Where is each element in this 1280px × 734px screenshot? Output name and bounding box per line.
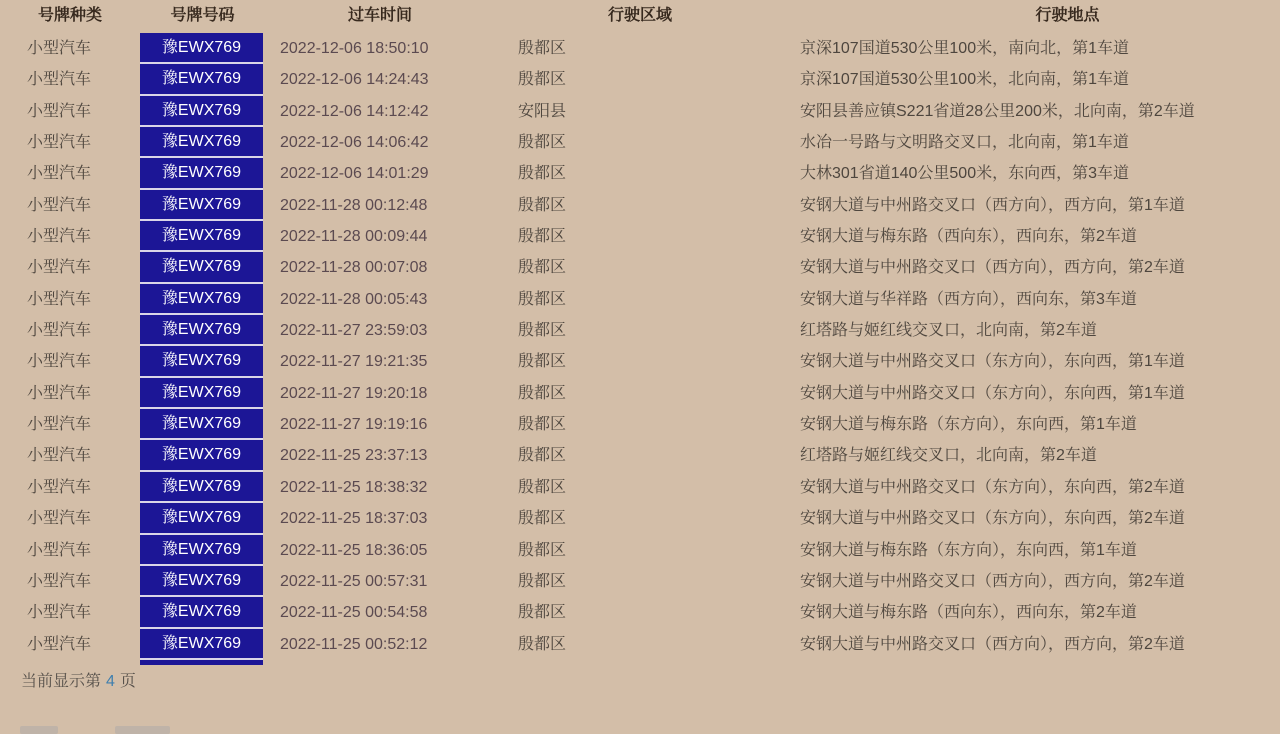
pass-time-cell: 2022-11-27 23:59:03 xyxy=(280,322,428,340)
area-cell: 殷都区 xyxy=(518,604,567,622)
table-row xyxy=(0,503,1280,534)
location-cell: 安钢大道与梅东路（西向东），西向东，第2车道 xyxy=(800,604,1137,622)
vehicle-type-cell: 小型汽车 xyxy=(27,196,92,214)
table-row xyxy=(0,190,1280,221)
plate-number-badge[interactable]: 豫EWX769 xyxy=(140,440,263,471)
vehicle-type-cell: 小型汽车 xyxy=(27,134,92,152)
plate-number-cell xyxy=(140,96,265,127)
area-cell: 殷都区 xyxy=(518,416,567,434)
plate-number-cell xyxy=(140,221,265,252)
pass-time-cell: 2022-11-28 00:12:48 xyxy=(280,196,428,214)
plate-number-badge[interactable]: 豫EWX769 xyxy=(140,190,263,221)
table-row xyxy=(0,535,1280,566)
area-cell: 殷都区 xyxy=(518,134,567,152)
plate-number-cell xyxy=(140,190,265,221)
vehicle-type-cell: 小型汽车 xyxy=(27,71,92,89)
area-cell: 殷都区 xyxy=(518,165,567,183)
table-header-row xyxy=(0,0,1280,33)
area-cell: 殷都区 xyxy=(518,353,567,371)
header-area: 行驶区域 xyxy=(607,7,672,24)
pass-time-cell: 2022-11-28 00:07:08 xyxy=(280,259,428,277)
location-cell: 安钢大道与华祥路（西方向），西向东，第3车道 xyxy=(800,290,1137,308)
table-row xyxy=(0,158,1280,189)
plate-number-cell xyxy=(140,346,265,377)
location-cell: 安钢大道与中州路交叉口（东方向），东向西，第2车道 xyxy=(800,510,1185,528)
table-row xyxy=(0,378,1280,409)
area-cell: 殷都区 xyxy=(518,259,567,277)
vehicle-type-cell: 小型汽车 xyxy=(27,40,92,57)
vehicle-type-cell: 小型汽车 xyxy=(27,635,92,653)
vehicle-type-cell: 小型汽车 xyxy=(27,510,92,528)
plate-number-cell xyxy=(140,378,265,409)
pass-time-cell: 2022-11-25 18:36:05 xyxy=(280,541,428,559)
location-cell: 京深107国道530公里100米，南向北，第1车道 xyxy=(800,40,1129,57)
plate-number-badge[interactable]: 豫EWX769 xyxy=(140,284,263,315)
area-cell: 殷都区 xyxy=(518,290,567,308)
area-cell: 殷都区 xyxy=(518,572,567,590)
table-row xyxy=(0,346,1280,377)
vehicle-type-cell: 小型汽车 xyxy=(27,541,92,559)
location-cell: 安钢大道与中州路交叉口（东方向），东向西，第1车道 xyxy=(800,353,1185,371)
plate-number-cell xyxy=(140,597,265,628)
plate-number-badge[interactable]: 豫EWX769 xyxy=(140,158,263,189)
location-cell: 安钢大道与中州路交叉口（东方向），东向西，第1车道 xyxy=(800,384,1185,402)
area-cell: 安阳县 xyxy=(518,102,567,120)
plate-number-cell xyxy=(140,503,265,534)
location-cell: 安阳县善应镇S221省道28公里200米，北向南，第2车道 xyxy=(800,102,1195,120)
plate-number-badge[interactable]: 豫EWX769 xyxy=(140,566,263,597)
table-row xyxy=(0,64,1280,95)
pass-time-cell: 2022-11-27 19:21:35 xyxy=(280,353,428,371)
table-row xyxy=(0,440,1280,471)
header-plate-type: 号牌种类 xyxy=(37,7,102,24)
area-cell: 殷都区 xyxy=(518,196,567,214)
plate-number-cell xyxy=(140,535,265,566)
area-cell: 殷都区 xyxy=(518,40,567,57)
table-row xyxy=(0,33,1280,64)
plate-number-badge[interactable]: 豫EWX769 xyxy=(140,127,263,158)
pagination-status xyxy=(21,672,136,692)
plate-number-badge[interactable]: 豫EWX769 xyxy=(140,597,263,628)
area-cell: 殷都区 xyxy=(518,478,567,496)
table-row xyxy=(0,409,1280,440)
plate-number-badge[interactable]: 豫EWX769 xyxy=(140,33,263,64)
pass-time-cell: 2022-11-28 00:09:44 xyxy=(280,228,428,246)
area-cell: 殷都区 xyxy=(518,322,567,340)
pass-time-cell: 2022-12-06 18:50:10 xyxy=(280,40,429,57)
vehicle-type-cell: 小型汽车 xyxy=(27,102,92,120)
vehicle-type-cell: 小型汽车 xyxy=(27,384,92,402)
header-plate-number: 号牌号码 xyxy=(170,7,235,24)
pass-time-cell: 2022-11-25 00:57:31 xyxy=(280,572,428,590)
pass-time-cell: 2022-11-27 19:19:16 xyxy=(280,416,428,434)
location-cell: 大林301省道140公里500米，东向西，第3车道 xyxy=(800,165,1129,183)
area-cell: 殷都区 xyxy=(518,510,567,528)
plate-number-cell xyxy=(140,566,265,597)
plate-number-badge[interactable]: 豫EWX769 xyxy=(140,252,263,283)
pass-time-cell: 2022-11-25 23:37:13 xyxy=(280,447,428,465)
table-row xyxy=(0,284,1280,315)
vehicle-type-cell: 小型汽车 xyxy=(27,353,92,371)
table-row xyxy=(0,221,1280,252)
vehicle-type-cell: 小型汽车 xyxy=(27,228,92,246)
plate-number-badge[interactable]: 豫EWX769 xyxy=(140,315,263,346)
plate-number-cell xyxy=(140,158,265,189)
pass-time-cell: 2022-12-06 14:01:29 xyxy=(280,165,429,183)
plate-number-cell xyxy=(140,127,265,158)
location-cell: 安钢大道与中州路交叉口（西方向），西方向，第2车道 xyxy=(800,635,1185,653)
location-cell: 安钢大道与中州路交叉口（西方向），西方向，第2车道 xyxy=(800,572,1185,590)
location-cell: 安钢大道与中州路交叉口（东方向），东向西，第2车道 xyxy=(800,478,1185,496)
plate-number-badge[interactable]: 豫EWX769 xyxy=(140,221,263,252)
vehicle-type-cell: 小型汽车 xyxy=(27,290,92,308)
clipped-next-plate-badge xyxy=(140,660,263,665)
area-cell: 殷都区 xyxy=(518,541,567,559)
location-cell: 京深107国道530公里100米，北向南，第1车道 xyxy=(800,71,1129,89)
vehicle-type-cell: 小型汽车 xyxy=(27,322,92,340)
plate-number-badge[interactable]: 豫EWX769 xyxy=(140,629,263,660)
table-row xyxy=(0,472,1280,503)
pagination-suffix: 页 xyxy=(119,673,136,690)
table-row xyxy=(0,252,1280,283)
plate-number-cell xyxy=(140,284,265,315)
location-cell: 红塔路与姬红线交叉口，北向南，第2车道 xyxy=(800,322,1097,340)
vehicle-type-cell: 小型汽车 xyxy=(27,572,92,590)
table-row xyxy=(0,566,1280,597)
plate-number-cell xyxy=(140,64,265,95)
vehicle-type-cell: 小型汽车 xyxy=(27,604,92,622)
plate-number-cell xyxy=(140,440,265,471)
vehicle-type-cell: 小型汽车 xyxy=(27,478,92,496)
vehicle-type-cell: 小型汽车 xyxy=(27,259,92,277)
table-row xyxy=(0,96,1280,127)
clipped-bottom-text-fragment xyxy=(115,726,170,734)
table-body xyxy=(0,33,1280,660)
table-row xyxy=(0,315,1280,346)
plate-number-cell xyxy=(140,472,265,503)
plate-number-badge[interactable]: 豫EWX769 xyxy=(140,346,263,377)
header-pass-time: 过车时间 xyxy=(347,7,412,24)
pass-time-cell: 2022-11-25 00:54:58 xyxy=(280,604,428,622)
location-cell: 安钢大道与中州路交叉口（西方向），西方向，第2车道 xyxy=(800,259,1185,277)
vehicle-type-cell: 小型汽车 xyxy=(27,165,92,183)
location-cell: 红塔路与姬红线交叉口，北向南，第2车道 xyxy=(800,447,1097,465)
vehicle-type-cell: 小型汽车 xyxy=(27,447,92,465)
location-cell: 安钢大道与梅东路（西向东），西向东，第2车道 xyxy=(800,228,1137,246)
plate-number-cell xyxy=(140,33,265,64)
plate-number-cell xyxy=(140,629,265,660)
plate-number-cell xyxy=(140,315,265,346)
area-cell: 殷都区 xyxy=(518,71,567,89)
area-cell: 殷都区 xyxy=(518,635,567,653)
pass-time-cell: 2022-11-27 19:20:18 xyxy=(280,384,428,402)
area-cell: 殷都区 xyxy=(518,447,567,465)
plate-number-badge[interactable]: 豫EWX769 xyxy=(140,409,263,440)
pass-time-cell: 2022-12-06 14:24:43 xyxy=(280,71,429,89)
pass-time-cell: 2022-11-28 00:05:43 xyxy=(280,290,428,308)
plate-number-badge[interactable]: 豫EWX769 xyxy=(140,96,263,127)
pass-time-cell: 2022-11-25 18:38:32 xyxy=(280,478,428,496)
location-cell: 安钢大道与梅东路（东方向），东向西，第1车道 xyxy=(800,541,1137,559)
header-location: 行驶地点 xyxy=(1035,7,1100,24)
plate-number-badge[interactable]: 豫EWX769 xyxy=(140,64,263,95)
table-row xyxy=(0,127,1280,158)
area-cell: 殷都区 xyxy=(518,228,567,246)
plate-number-badge[interactable]: 豫EWX769 xyxy=(140,535,263,566)
pass-time-cell: 2022-11-25 00:52:12 xyxy=(280,635,428,653)
pass-time-cell: 2022-11-25 18:37:03 xyxy=(280,510,428,528)
plate-number-cell xyxy=(140,409,265,440)
pagination-prefix: 当前显示第 xyxy=(21,673,102,690)
plate-number-badge[interactable]: 豫EWX769 xyxy=(140,472,263,503)
current-page-number: 4 xyxy=(106,673,115,690)
plate-number-badge[interactable]: 豫EWX769 xyxy=(140,503,263,534)
clipped-bottom-text-fragment xyxy=(20,726,58,734)
location-cell: 安钢大道与梅东路（东方向），东向西，第1车道 xyxy=(800,416,1137,434)
plate-number-cell xyxy=(140,252,265,283)
vehicle-type-cell: 小型汽车 xyxy=(27,416,92,434)
table-row xyxy=(0,629,1280,660)
location-cell: 水冶一号路与文明路交叉口，北向南，第1车道 xyxy=(800,134,1129,152)
pass-time-cell: 2022-12-06 14:06:42 xyxy=(280,134,429,152)
plate-number-badge[interactable]: 豫EWX769 xyxy=(140,378,263,409)
table-row xyxy=(0,597,1280,628)
pass-time-cell: 2022-12-06 14:12:42 xyxy=(280,102,429,120)
area-cell: 殷都区 xyxy=(518,384,567,402)
location-cell: 安钢大道与中州路交叉口（西方向），西方向，第1车道 xyxy=(800,196,1185,214)
